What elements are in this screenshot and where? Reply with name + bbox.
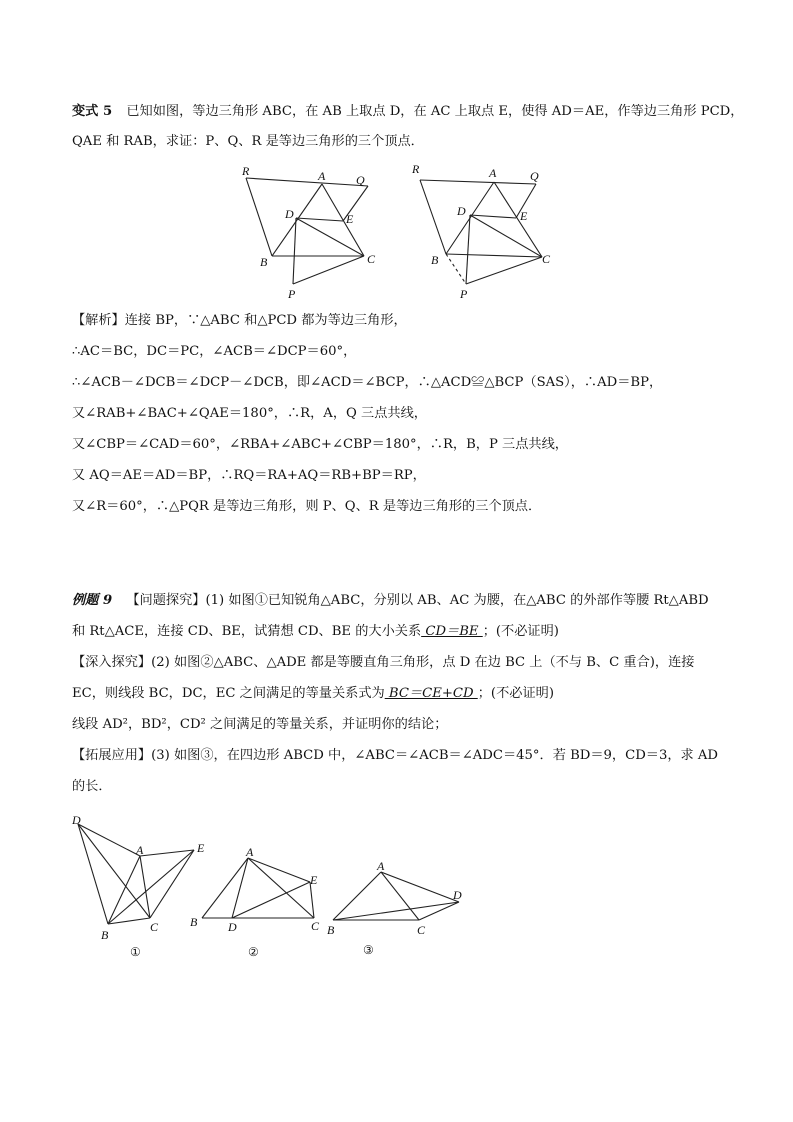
example9-part3-line2: 的长． [72, 779, 112, 794]
example9-part2-line3: 线段 AD²，BD²，CD² 之间满足的等量关系，并证明你的结论； [72, 717, 448, 732]
ex9-fig2-number: ② [248, 945, 259, 959]
example9-figure-3 [325, 854, 470, 962]
example9-part2-text2: EC，则线段 BC，DC，EC 之间满足的等量关系式为 [72, 686, 385, 701]
example9-line1 [72, 592, 709, 610]
ex9-fig3-number: ③ [363, 943, 374, 957]
ex9-fig3-label-D: D [453, 888, 462, 902]
fig2-label-D: D [457, 204, 466, 218]
ex9-fig1-label-E: E [197, 841, 205, 855]
variant5-problem-line1 [72, 103, 743, 121]
solution-line-2: ∴AC＝BC，DC＝PC，∠ACB＝∠DCP＝60°， [72, 344, 357, 359]
example9-part1-text2: 和 Rt△ACE，连接 CD、BE，试猜想 CD、BE 的大小关系 [72, 624, 422, 639]
variant5-problem-line2: QAE 和 RAB，求证：P、Q、R 是等边三角形的三个顶点． [72, 134, 424, 149]
ex9-fig1-label-C: C [150, 920, 159, 934]
fig1-label-E: E [346, 212, 354, 226]
variant5-title: 变式 5 [72, 104, 113, 119]
example9-part1-text3: ；(不必证明) [482, 624, 559, 639]
ex9-fig3-label-B: B [327, 923, 335, 937]
example9-part1-text1: 【问题探究】(1) 如图①已知锐角△ABC，分别以 AB、AC 为腰，在△ABC 的外部作等腰 Rt△ABD [126, 593, 709, 608]
fig2-label-Q: Q [530, 169, 539, 183]
solution-line-4: 又∠RAB+∠BAC+∠QAE＝180°，∴R，A，Q 三点共线， [72, 406, 427, 421]
fig1-label-P: P [288, 287, 296, 301]
ex9-fig3-label-C: C [417, 923, 426, 937]
fig2-label-C: C [542, 252, 551, 266]
example9-part3-line1: 【拓展应用】(3) 如图③，在四边形 ABCD 中，∠ABC＝∠ACB＝∠ADC＝45°．若 BD＝9，CD＝3，求 AD [72, 748, 719, 763]
fig1-label-Q: Q [356, 173, 365, 187]
ex9-fig1-number: ① [130, 945, 141, 959]
fig1-label-C: C [367, 252, 376, 266]
solution-line-1: 【解析】连接 BP，∵△ABC 和△PCD 都为等边三角形， [72, 313, 407, 328]
fig2-label-E: E [520, 209, 528, 223]
example9-figure-2 [188, 844, 333, 962]
example9-part1-answer: CD＝BE [421, 624, 483, 639]
ex9-fig2-label-B: B [190, 915, 198, 929]
example9-part2-line1: 【深入探究】(2) 如图②△ABC、△ADE 都是等腰直角三角形，点 D 在边 BC 上（不与 B、C 重合)，连接 [72, 655, 695, 670]
ex9-fig1-label-D: D [72, 813, 81, 827]
solution-line-6: 又 AQ＝AE＝AD＝BP，∴RQ＝RA+AQ＝RB+BP＝RP， [72, 468, 426, 483]
ex9-fig2-label-E: E [310, 873, 318, 887]
solution-line-3: ∴∠ACB－∠DCB＝∠DCP－∠DCB，即∠ACD＝∠BCP，∴△ACD≌△BCP（SAS），∴AD＝BP， [72, 375, 663, 390]
fig2-label-P: P [460, 287, 468, 301]
solution-line-5: 又∠CBP＝∠CAD＝60°，∠RBA+∠ABC+∠CBP＝180°，∴R，B，P 三点共线， [72, 437, 568, 452]
fig2-label-B: B [431, 253, 439, 267]
ex9-fig1-label-A: A [136, 843, 144, 857]
fig1-label-D: D [285, 207, 294, 221]
ex9-fig1-label-B: B [101, 928, 109, 942]
ex9-fig2-label-C: C [311, 919, 320, 933]
ex9-fig2-label-D: D [228, 920, 237, 934]
example9-part2-answer: BC＝CE+CD [384, 686, 478, 701]
ex9-fig3-label-A: A [377, 859, 385, 873]
fig2-label-A: A [489, 166, 497, 180]
solution-line-7: 又∠R＝60°，∴△PQR 是等边三角形，则 P、Q、R 是等边三角形的三个顶点． [72, 499, 542, 514]
fig1-label-R: R [242, 164, 250, 178]
example9-line4 [72, 685, 554, 703]
fig2-label-R: R [412, 162, 420, 176]
ex9-fig2-label-A: A [246, 845, 254, 859]
fig1-label-B: B [260, 255, 268, 269]
example9-part2-text3: ；(不必证明) [477, 686, 554, 701]
variant5-figure-right [408, 160, 568, 305]
variant5-figure-left [238, 164, 388, 304]
example9-title: 例题 9 [72, 593, 113, 608]
fig1-label-A: A [318, 169, 326, 183]
variant5-problem-text1: 已知如图，等边三角形 ABC，在 AB 上取点 D，在 AC 上取点 E，使得 AD＝AE，作等边三角形 PCD， [126, 104, 744, 119]
example9-line2 [72, 623, 559, 641]
